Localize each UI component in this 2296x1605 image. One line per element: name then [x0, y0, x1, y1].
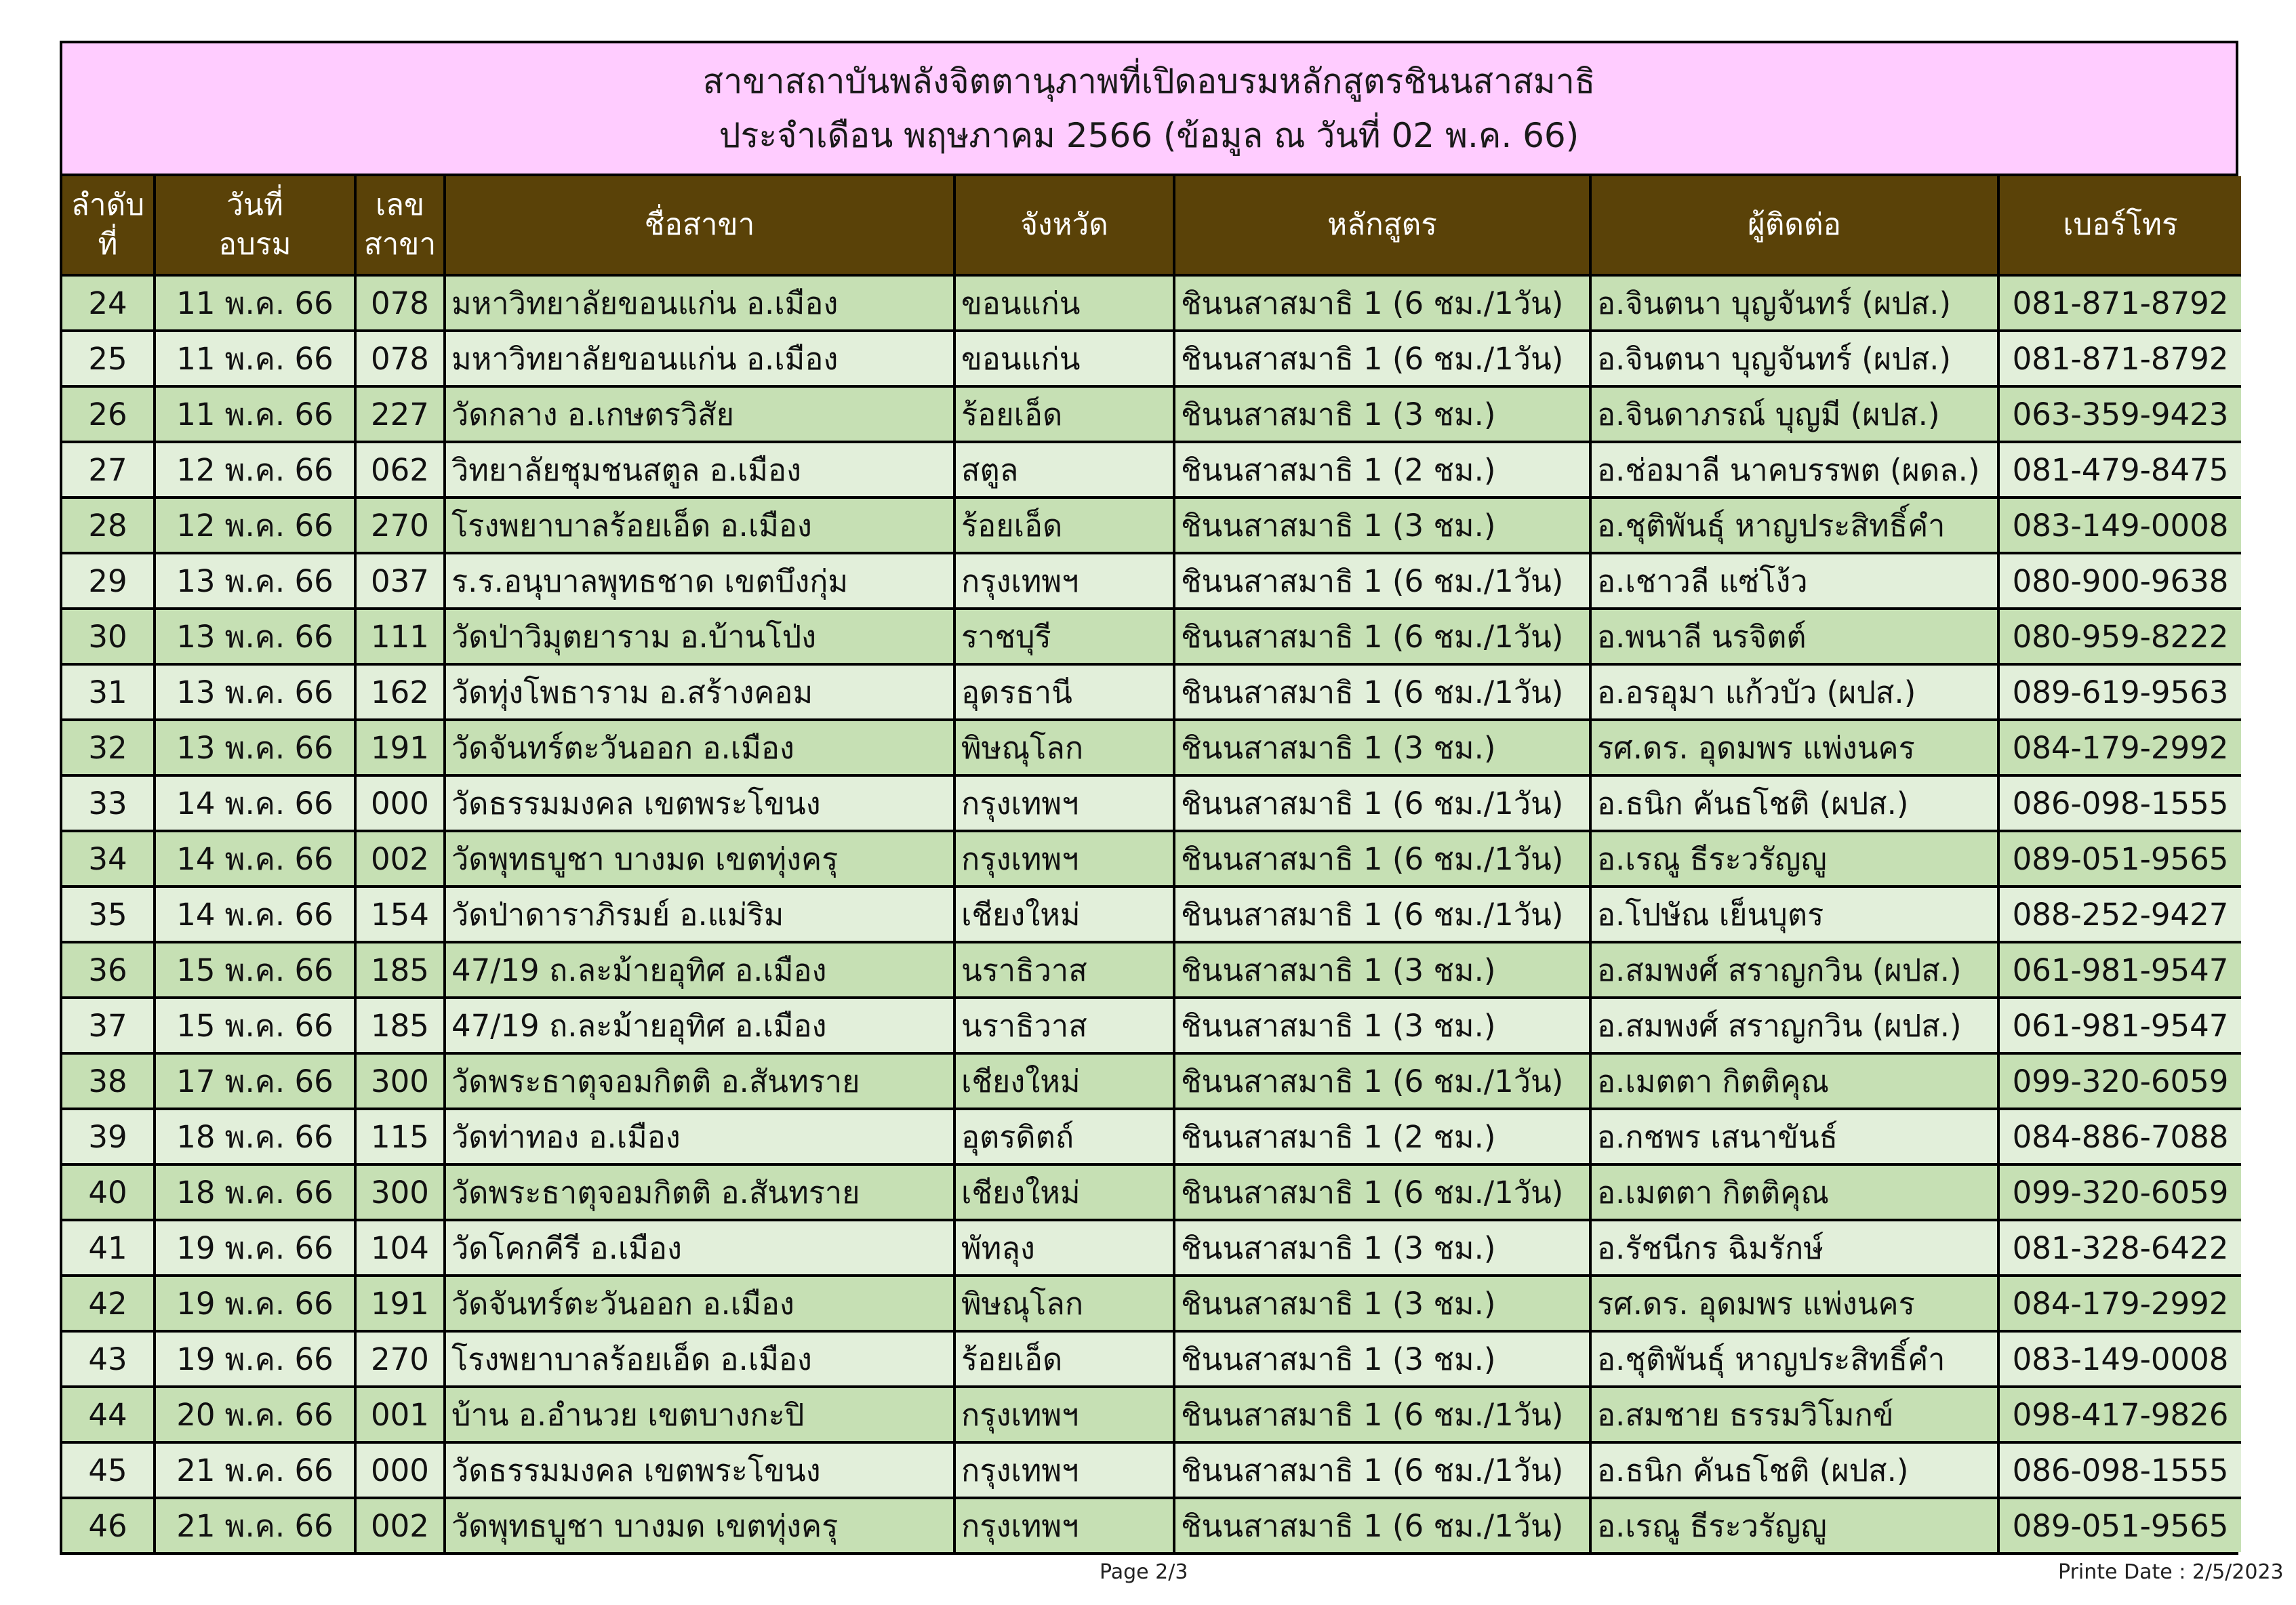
cell-phone: 080-900-9638	[1998, 553, 2241, 609]
cell-branch-no: 300	[355, 1053, 445, 1109]
cell-course: ชินนสาสมาธิ 1 (3 ชม.)	[1174, 942, 1590, 998]
table-row	[62, 386, 2241, 442]
table-row	[62, 775, 2241, 831]
cell-branch-no: 185	[355, 942, 445, 998]
cell-branch-name: มหาวิทยาลัยขอนแก่น อ.เมือง	[445, 331, 954, 386]
cell-contact: อ.โปษัณ เย็นบุตร	[1590, 887, 1998, 942]
cell-date: 19 พ.ค. 66	[155, 1220, 355, 1276]
cell-branch-no: 154	[355, 887, 445, 942]
table-row	[62, 1053, 2241, 1109]
header-province: จังหวัด	[954, 176, 1174, 275]
table-body	[62, 275, 2241, 1552]
cell-contact: อ.เมตตา กิตติคุณ	[1590, 1164, 1998, 1220]
cell-branch-no: 111	[355, 609, 445, 664]
cell-course: ชินนสาสมาธิ 1 (3 ชม.)	[1174, 1276, 1590, 1331]
cell-branch-name: 47/19 ถ.ละม้ายอุทิศ อ.เมือง	[445, 942, 954, 998]
cell-date: 14 พ.ค. 66	[155, 887, 355, 942]
table-row	[62, 664, 2241, 720]
cell-province: ขอนแก่น	[954, 275, 1174, 331]
cell-province: ราชบุรี	[954, 609, 1174, 664]
cell-date: 20 พ.ค. 66	[155, 1387, 355, 1442]
cell-province: กรุงเทพฯ	[954, 1387, 1174, 1442]
cell-date: 13 พ.ค. 66	[155, 664, 355, 720]
cell-course: ชินนสาสมาธิ 1 (2 ชม.)	[1174, 442, 1590, 497]
cell-no: 27	[62, 442, 155, 497]
cell-province: พิษณุโลก	[954, 1276, 1174, 1331]
header-phone: เบอร์โทร	[1998, 176, 2241, 275]
cell-course: ชินนสาสมาธิ 1 (6 ชม./1วัน)	[1174, 275, 1590, 331]
cell-branch-name: มหาวิทยาลัยขอนแก่น อ.เมือง	[445, 275, 954, 331]
branch-schedule-sheet	[60, 41, 2238, 1555]
cell-province: เชียงใหม่	[954, 887, 1174, 942]
cell-contact: อ.อรอุมา แก้วบัว (ผปส.)	[1590, 664, 1998, 720]
title-line-2: ประจำเดือน พฤษภาคม 2566 (ข้อมูล ณ วันที่ 02 พ.ค. 66)	[719, 116, 1579, 155]
cell-no: 30	[62, 609, 155, 664]
cell-branch-name: ร.ร.อนุบาลพุทธชาด เขตบึงกุ่ม	[445, 553, 954, 609]
cell-branch-no: 115	[355, 1109, 445, 1164]
cell-province: ร้อยเอ็ด	[954, 1331, 1174, 1387]
cell-branch-no: 227	[355, 386, 445, 442]
cell-province: ร้อยเอ็ด	[954, 497, 1174, 553]
cell-province: สตูล	[954, 442, 1174, 497]
cell-no: 46	[62, 1498, 155, 1552]
cell-no: 31	[62, 664, 155, 720]
cell-contact: อ.สมพงศ์ สราญกวิน (ผปส.)	[1590, 998, 1998, 1053]
cell-course: ชินนสาสมาธิ 1 (3 ชม.)	[1174, 998, 1590, 1053]
cell-province: อุดรธานี	[954, 664, 1174, 720]
cell-phone: 084-179-2992	[1998, 1276, 2241, 1331]
table-row	[62, 942, 2241, 998]
cell-no: 41	[62, 1220, 155, 1276]
cell-branch-no: 000	[355, 1442, 445, 1498]
cell-phone: 098-417-9826	[1998, 1387, 2241, 1442]
cell-branch-name: บ้าน อ.อำนวย เขตบางกะปิ	[445, 1387, 954, 1442]
header-branch-name: ชื่อสาขา	[445, 176, 954, 275]
cell-phone: 081-871-8792	[1998, 275, 2241, 331]
cell-date: 12 พ.ค. 66	[155, 442, 355, 497]
cell-branch-no: 104	[355, 1220, 445, 1276]
cell-date: 19 พ.ค. 66	[155, 1276, 355, 1331]
cell-branch-no: 078	[355, 331, 445, 386]
table-row	[62, 1276, 2241, 1331]
cell-course: ชินนสาสมาธิ 1 (3 ชม.)	[1174, 720, 1590, 775]
table-row	[62, 1387, 2241, 1442]
cell-no: 25	[62, 331, 155, 386]
cell-branch-name: วัดพุทธบูชา บางมด เขตทุ่งครุ	[445, 831, 954, 887]
cell-contact: อ.ธนิก คันธโชติ (ผปส.)	[1590, 1442, 1998, 1498]
cell-province: กรุงเทพฯ	[954, 775, 1174, 831]
cell-contact: อ.จินดาภรณ์ บุญมี (ผปส.)	[1590, 386, 1998, 442]
cell-date: 13 พ.ค. 66	[155, 553, 355, 609]
cell-date: 21 พ.ค. 66	[155, 1442, 355, 1498]
cell-date: 11 พ.ค. 66	[155, 275, 355, 331]
cell-branch-no: 270	[355, 497, 445, 553]
cell-date: 19 พ.ค. 66	[155, 1331, 355, 1387]
cell-no: 29	[62, 553, 155, 609]
cell-branch-name: วิทยาลัยชุมชนสตูล อ.เมือง	[445, 442, 954, 497]
cell-phone: 099-320-6059	[1998, 1164, 2241, 1220]
cell-contact: อ.เรณู ธีระวรัญญู	[1590, 831, 1998, 887]
cell-phone: 080-959-8222	[1998, 609, 2241, 664]
cell-phone: 084-886-7088	[1998, 1109, 2241, 1164]
cell-course: ชินนสาสมาธิ 1 (6 ชม./1วัน)	[1174, 1442, 1590, 1498]
cell-course: ชินนสาสมาธิ 1 (2 ชม.)	[1174, 1109, 1590, 1164]
table-row	[62, 720, 2241, 775]
schedule-table	[62, 176, 2241, 1552]
table-row	[62, 1498, 2241, 1552]
cell-contact: อ.จินตนา บุญจันทร์ (ผปส.)	[1590, 331, 1998, 386]
table-row	[62, 887, 2241, 942]
cell-province: เชียงใหม่	[954, 1164, 1174, 1220]
cell-course: ชินนสาสมาธิ 1 (3 ชม.)	[1174, 386, 1590, 442]
cell-province: กรุงเทพฯ	[954, 1442, 1174, 1498]
cell-no: 35	[62, 887, 155, 942]
cell-branch-no: 270	[355, 1331, 445, 1387]
cell-date: 18 พ.ค. 66	[155, 1109, 355, 1164]
cell-branch-no: 191	[355, 720, 445, 775]
cell-contact: อ.เชาวลี แซ่โง้ว	[1590, 553, 1998, 609]
header-no: ลำดับ ที่	[62, 176, 155, 275]
cell-no: 28	[62, 497, 155, 553]
cell-branch-name: โรงพยาบาลร้อยเอ็ด อ.เมือง	[445, 497, 954, 553]
cell-province: นราธิวาส	[954, 942, 1174, 998]
cell-date: 17 พ.ค. 66	[155, 1053, 355, 1109]
cell-phone: 083-149-0008	[1998, 497, 2241, 553]
cell-date: 14 พ.ค. 66	[155, 775, 355, 831]
cell-phone: 081-871-8792	[1998, 331, 2241, 386]
cell-branch-name: 47/19 ถ.ละม้ายอุทิศ อ.เมือง	[445, 998, 954, 1053]
cell-branch-name: วัดธรรมมงคล เขตพระโขนง	[445, 775, 954, 831]
cell-phone: 081-328-6422	[1998, 1220, 2241, 1276]
table-row	[62, 1442, 2241, 1498]
cell-branch-no: 000	[355, 775, 445, 831]
cell-branch-no: 037	[355, 553, 445, 609]
title-block	[62, 43, 2236, 176]
table-row	[62, 553, 2241, 609]
cell-branch-name: วัดท่าทอง อ.เมือง	[445, 1109, 954, 1164]
cell-contact: อ.สมพงศ์ สราญกวิน (ผปส.)	[1590, 942, 1998, 998]
cell-phone: 063-359-9423	[1998, 386, 2241, 442]
cell-date: 14 พ.ค. 66	[155, 831, 355, 887]
table-row	[62, 331, 2241, 386]
cell-branch-name: วัดโคกคีรี อ.เมือง	[445, 1220, 954, 1276]
cell-date: 15 พ.ค. 66	[155, 942, 355, 998]
cell-contact: อ.เมตตา กิตติคุณ	[1590, 1053, 1998, 1109]
cell-contact: อ.รัชนีกร ฉิมรักษ์	[1590, 1220, 1998, 1276]
cell-no: 26	[62, 386, 155, 442]
cell-branch-no: 191	[355, 1276, 445, 1331]
table-row	[62, 442, 2241, 497]
cell-date: 13 พ.ค. 66	[155, 609, 355, 664]
cell-province: กรุงเทพฯ	[954, 831, 1174, 887]
cell-date: 11 พ.ค. 66	[155, 331, 355, 386]
cell-branch-name: วัดพระธาตุจอมกิตติ อ.สันทราย	[445, 1164, 954, 1220]
cell-contact: รศ.ดร. อุดมพร แพ่งนคร	[1590, 720, 1998, 775]
cell-contact: รศ.ดร. อุดมพร แพ่งนคร	[1590, 1276, 1998, 1331]
cell-branch-name: วัดป่าดาราภิรมย์ อ.แม่ริม	[445, 887, 954, 942]
cell-branch-no: 300	[355, 1164, 445, 1220]
cell-course: ชินนสาสมาธิ 1 (6 ชม./1วัน)	[1174, 664, 1590, 720]
cell-date: 15 พ.ค. 66	[155, 998, 355, 1053]
table-row	[62, 497, 2241, 553]
table-row	[62, 275, 2241, 331]
cell-phone: 086-098-1555	[1998, 775, 2241, 831]
cell-phone: 086-098-1555	[1998, 1442, 2241, 1498]
table-row	[62, 609, 2241, 664]
table-row	[62, 1220, 2241, 1276]
cell-phone: 089-051-9565	[1998, 831, 2241, 887]
cell-course: ชินนสาสมาธิ 1 (3 ชม.)	[1174, 1220, 1590, 1276]
cell-date: 12 พ.ค. 66	[155, 497, 355, 553]
cell-branch-name: โรงพยาบาลร้อยเอ็ด อ.เมือง	[445, 1331, 954, 1387]
cell-branch-name: วัดทุ่งโพธาราม อ.สร้างคอม	[445, 664, 954, 720]
cell-contact: อ.กชพร เสนาขันธ์	[1590, 1109, 1998, 1164]
cell-province: พิษณุโลก	[954, 720, 1174, 775]
cell-course: ชินนสาสมาธิ 1 (3 ชม.)	[1174, 1331, 1590, 1387]
cell-course: ชินนสาสมาธิ 1 (6 ชม./1วัน)	[1174, 1164, 1590, 1220]
header-date: วันที่ อบรม	[155, 176, 355, 275]
cell-branch-name: วัดจันทร์ตะวันออก อ.เมือง	[445, 720, 954, 775]
cell-course: ชินนสาสมาธิ 1 (6 ชม./1วัน)	[1174, 1053, 1590, 1109]
cell-branch-no: 185	[355, 998, 445, 1053]
cell-course: ชินนสาสมาธิ 1 (6 ชม./1วัน)	[1174, 1387, 1590, 1442]
cell-course: ชินนสาสมาธิ 1 (6 ชม./1วัน)	[1174, 553, 1590, 609]
cell-no: 42	[62, 1276, 155, 1331]
cell-no: 33	[62, 775, 155, 831]
cell-date: 11 พ.ค. 66	[155, 386, 355, 442]
cell-branch-name: วัดพระธาตุจอมกิตติ อ.สันทราย	[445, 1053, 954, 1109]
table-row	[62, 831, 2241, 887]
cell-date: 21 พ.ค. 66	[155, 1498, 355, 1552]
page-number: Page 2/3	[1100, 1560, 1188, 1584]
cell-province: ร้อยเอ็ด	[954, 386, 1174, 442]
cell-date: 13 พ.ค. 66	[155, 720, 355, 775]
cell-branch-name: วัดธรรมมงคล เขตพระโขนง	[445, 1442, 954, 1498]
cell-contact: อ.เรณู ธีระวรัญญู	[1590, 1498, 1998, 1552]
cell-course: ชินนสาสมาธิ 1 (6 ชม./1วัน)	[1174, 775, 1590, 831]
header-branch-no: เลข สาขา	[355, 176, 445, 275]
cell-branch-no: 062	[355, 442, 445, 497]
cell-contact: อ.ชุติพันธุ์ หาญประสิทธิ์คำ	[1590, 497, 1998, 553]
cell-province: กรุงเทพฯ	[954, 1498, 1174, 1552]
cell-contact: อ.จินตนา บุญจันทร์ (ผปส.)	[1590, 275, 1998, 331]
cell-course: ชินนสาสมาธิ 1 (6 ชม./1วัน)	[1174, 831, 1590, 887]
cell-branch-no: 078	[355, 275, 445, 331]
cell-no: 45	[62, 1442, 155, 1498]
cell-course: ชินนสาสมาธิ 1 (6 ชม./1วัน)	[1174, 331, 1590, 386]
cell-no: 43	[62, 1331, 155, 1387]
cell-no: 40	[62, 1164, 155, 1220]
cell-phone: 061-981-9547	[1998, 998, 2241, 1053]
table-row	[62, 1164, 2241, 1220]
table-header-row	[62, 176, 2241, 275]
table-row	[62, 998, 2241, 1053]
cell-no: 39	[62, 1109, 155, 1164]
cell-no: 34	[62, 831, 155, 887]
cell-province: ขอนแก่น	[954, 331, 1174, 386]
cell-course: ชินนสาสมาธิ 1 (6 ชม./1วัน)	[1174, 887, 1590, 942]
cell-branch-no: 001	[355, 1387, 445, 1442]
cell-province: กรุงเทพฯ	[954, 553, 1174, 609]
cell-province: นราธิวาส	[954, 998, 1174, 1053]
table-row	[62, 1331, 2241, 1387]
cell-phone: 081-479-8475	[1998, 442, 2241, 497]
cell-phone: 088-252-9427	[1998, 887, 2241, 942]
header-course: หลักสูตร	[1174, 176, 1590, 275]
cell-phone: 089-051-9565	[1998, 1498, 2241, 1552]
cell-branch-name: วัดกลาง อ.เกษตรวิสัย	[445, 386, 954, 442]
cell-no: 32	[62, 720, 155, 775]
print-date: Printe Date : 2/5/2023	[2058, 1560, 2284, 1584]
cell-date: 18 พ.ค. 66	[155, 1164, 355, 1220]
cell-branch-name: วัดพุทธบูชา บางมด เขตทุ่งครุ	[445, 1498, 954, 1552]
cell-contact: อ.ชุติพันธุ์ หาญประสิทธิ์คำ	[1590, 1331, 1998, 1387]
cell-course: ชินนสาสมาธิ 1 (6 ชม./1วัน)	[1174, 1498, 1590, 1552]
cell-contact: อ.ช่อมาลี นาคบรรพต (ผดล.)	[1590, 442, 1998, 497]
cell-contact: อ.สมชาย ธรรมวิโมกข์	[1590, 1387, 1998, 1442]
cell-contact: อ.ธนิก คันธโชติ (ผปส.)	[1590, 775, 1998, 831]
cell-no: 44	[62, 1387, 155, 1442]
cell-no: 36	[62, 942, 155, 998]
header-contact: ผู้ติดต่อ	[1590, 176, 1998, 275]
cell-province: พัทลุง	[954, 1220, 1174, 1276]
cell-course: ชินนสาสมาธิ 1 (3 ชม.)	[1174, 497, 1590, 553]
cell-phone: 084-179-2992	[1998, 720, 2241, 775]
cell-province: อุตรดิตถ์	[954, 1109, 1174, 1164]
cell-no: 24	[62, 275, 155, 331]
cell-no: 37	[62, 998, 155, 1053]
cell-branch-name: วัดจันทร์ตะวันออก อ.เมือง	[445, 1276, 954, 1331]
cell-phone: 099-320-6059	[1998, 1053, 2241, 1109]
cell-branch-no: 002	[355, 1498, 445, 1552]
cell-phone: 089-619-9563	[1998, 664, 2241, 720]
table-row	[62, 1109, 2241, 1164]
cell-branch-no: 162	[355, 664, 445, 720]
cell-no: 38	[62, 1053, 155, 1109]
cell-phone: 083-149-0008	[1998, 1331, 2241, 1387]
cell-phone: 061-981-9547	[1998, 942, 2241, 998]
cell-contact: อ.พนาลี นรจิตต์	[1590, 609, 1998, 664]
title-line-1: สาขาสถาบันพลังจิตตานุภาพที่เปิดอบรมหลักสูตรชินนสาสมาธิ	[702, 62, 1596, 101]
cell-branch-no: 002	[355, 831, 445, 887]
cell-branch-name: วัดป่าวิมุตยาราม อ.บ้านโป่ง	[445, 609, 954, 664]
cell-province: เชียงใหม่	[954, 1053, 1174, 1109]
cell-course: ชินนสาสมาธิ 1 (6 ชม./1วัน)	[1174, 609, 1590, 664]
